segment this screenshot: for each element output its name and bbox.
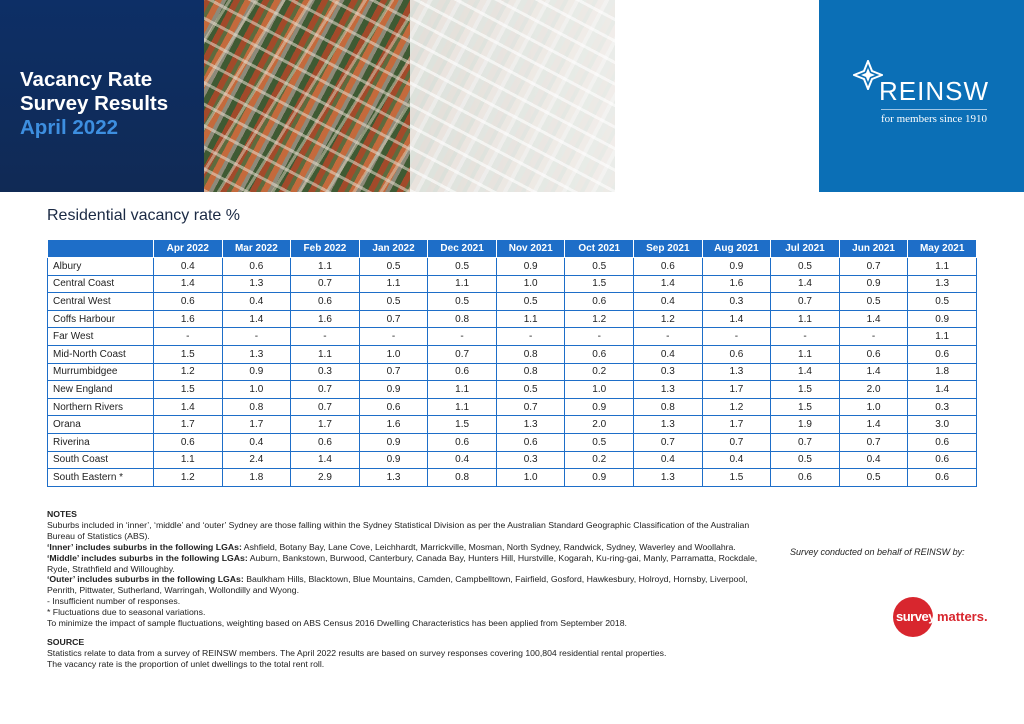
vacancy-value-cell: 1.0	[222, 381, 291, 399]
source-line1: Statistics relate to data from a survey of REINSW members. The April 2022 results are based on survey responses covering 100,804 residential rental properties.	[47, 647, 667, 658]
vacancy-value-cell: -	[496, 328, 565, 346]
vacancy-value-cell: 0.6	[154, 433, 223, 451]
report-title	[20, 68, 168, 140]
region-name: South Eastern *	[48, 469, 154, 487]
logo-tagline: for members since 1910	[881, 113, 987, 125]
notes-star: * Fluctuations due to seasonal variations.	[47, 607, 206, 618]
vacancy-value-cell: 0.5	[565, 258, 634, 276]
vacancy-value-cell: 0.3	[908, 398, 977, 416]
vacancy-value-cell: 1.4	[702, 310, 771, 328]
vacancy-value-cell: 1.8	[222, 469, 291, 487]
vacancy-value-cell: 0.7	[359, 310, 428, 328]
vacancy-value-cell: 1.3	[496, 416, 565, 434]
column-header: Aug 2021	[702, 240, 771, 258]
vacancy-value-cell: 0.5	[839, 469, 908, 487]
region-name: Central West	[48, 293, 154, 311]
vacancy-value-cell: 0.6	[702, 345, 771, 363]
vacancy-value-cell: 0.7	[359, 363, 428, 381]
vacancy-value-cell: 0.5	[496, 293, 565, 311]
vacancy-value-cell: 1.3	[222, 345, 291, 363]
vacancy-value-cell: 0.8	[428, 310, 497, 328]
vacancy-value-cell: 1.4	[839, 310, 908, 328]
suburb-aerial-photo	[204, 0, 410, 192]
table-body	[48, 258, 977, 487]
vacancy-value-cell: 0.4	[634, 293, 703, 311]
notes-weighting: To minimize the impact of sample fluctuations, weighting based on ABS Census 2016 Dwelling Characteristics has been applied from September 2018.	[47, 618, 627, 629]
vacancy-value-cell: 0.6	[154, 293, 223, 311]
vacancy-value-cell: 0.6	[839, 345, 908, 363]
vacancy-value-cell: 1.2	[154, 469, 223, 487]
table-row	[48, 293, 977, 311]
vacancy-value-cell: 0.9	[222, 363, 291, 381]
vacancy-value-cell: 1.4	[154, 275, 223, 293]
region-name: Coffs Harbour	[48, 310, 154, 328]
region-name: Northern Rivers	[48, 398, 154, 416]
vacancy-value-cell: 1.9	[771, 416, 840, 434]
table-row	[48, 345, 977, 363]
vacancy-value-cell: 1.1	[908, 258, 977, 276]
notes-middle	[47, 553, 777, 575]
region-name: Far West	[48, 328, 154, 346]
vacancy-value-cell: 0.3	[291, 363, 360, 381]
region-name: Albury	[48, 258, 154, 276]
vacancy-value-cell: -	[291, 328, 360, 346]
vacancy-value-cell: 0.7	[771, 293, 840, 311]
vacancy-value-cell: 1.4	[771, 275, 840, 293]
vacancy-value-cell: 1.5	[565, 275, 634, 293]
vacancy-value-cell: 0.6	[222, 258, 291, 276]
survey-matters-circle	[893, 597, 933, 637]
vacancy-value-cell: 0.9	[839, 275, 908, 293]
vacancy-value-cell: 1.5	[154, 345, 223, 363]
vacancy-value-cell: 1.0	[496, 469, 565, 487]
vacancy-value-cell: 1.8	[908, 363, 977, 381]
vacancy-value-cell: 1.4	[908, 381, 977, 399]
vacancy-value-cell: 0.7	[771, 433, 840, 451]
vacancy-value-cell: 0.5	[496, 381, 565, 399]
vacancy-value-cell: 1.0	[359, 345, 428, 363]
report-period: April 2022	[20, 116, 118, 139]
column-header: Jun 2021	[839, 240, 908, 258]
vacancy-value-cell: 1.2	[565, 310, 634, 328]
vacancy-value-cell: -	[154, 328, 223, 346]
vacancy-value-cell: 1.1	[291, 345, 360, 363]
vacancy-value-cell: 0.6	[908, 433, 977, 451]
notes-dash: - Insufficient number of responses.	[47, 596, 181, 607]
vacancy-value-cell: 1.4	[634, 275, 703, 293]
vacancy-value-cell: 0.5	[428, 293, 497, 311]
report-title-line1: Vacancy Rate	[20, 68, 153, 91]
survey-matters-word2: matters.	[937, 609, 988, 624]
vacancy-value-cell: 0.4	[428, 451, 497, 469]
vacancy-value-cell: 0.9	[908, 310, 977, 328]
vacancy-value-cell: 1.0	[839, 398, 908, 416]
vacancy-value-cell: 0.8	[428, 469, 497, 487]
vacancy-table-wrapper	[47, 239, 977, 487]
vacancy-value-cell: 1.1	[428, 275, 497, 293]
vacancy-value-cell: -	[359, 328, 428, 346]
vacancy-value-cell: 0.3	[496, 451, 565, 469]
vacancy-value-cell: 2.4	[222, 451, 291, 469]
vacancy-value-cell: 0.4	[222, 293, 291, 311]
vacancy-value-cell: 1.4	[222, 310, 291, 328]
table-header-row	[48, 240, 977, 258]
vacancy-value-cell: 1.3	[908, 275, 977, 293]
vacancy-value-cell: 0.6	[291, 433, 360, 451]
vacancy-value-cell: 1.3	[634, 469, 703, 487]
notes-inner-text: Ashfield, Botany Bay, Lane Cove, Leichhardt, Marrickville, Mosman, North Sydney, Randwick, Sydney, Waverley and Woollahra.	[241, 541, 736, 552]
vacancy-value-cell: 0.6	[771, 469, 840, 487]
vacancy-value-cell: 0.7	[291, 398, 360, 416]
vacancy-value-cell: 0.7	[839, 433, 908, 451]
vacancy-value-cell: 1.4	[771, 363, 840, 381]
vacancy-value-cell: 0.6	[634, 258, 703, 276]
region-name: Central Coast	[48, 275, 154, 293]
region-name: Mid-North Coast	[48, 345, 154, 363]
vacancy-value-cell: 1.4	[291, 451, 360, 469]
vacancy-value-cell: 1.3	[702, 363, 771, 381]
vacancy-value-cell: 1.5	[771, 398, 840, 416]
title-panel	[0, 0, 204, 192]
vacancy-rate-table	[47, 239, 977, 487]
vacancy-value-cell: 0.7	[291, 381, 360, 399]
vacancy-value-cell: 2.9	[291, 469, 360, 487]
vacancy-value-cell: 1.1	[771, 345, 840, 363]
vacancy-value-cell: 0.9	[359, 451, 428, 469]
region-name: Murrumbidgee	[48, 363, 154, 381]
source-line2: The vacancy rate is the proportion of unlet dwellings to the total rent roll.	[47, 658, 325, 669]
table-row	[48, 381, 977, 399]
vacancy-value-cell: 0.8	[222, 398, 291, 416]
vacancy-value-cell: 0.4	[634, 451, 703, 469]
vacancy-value-cell: 0.5	[565, 433, 634, 451]
vacancy-value-cell: 1.2	[702, 398, 771, 416]
notes-inner	[47, 542, 777, 553]
vacancy-value-cell: 1.6	[359, 416, 428, 434]
table-row	[48, 310, 977, 328]
vacancy-value-cell: 0.5	[908, 293, 977, 311]
table-corner-cell	[48, 240, 154, 258]
table-row	[48, 363, 977, 381]
region-name: New England	[48, 381, 154, 399]
vacancy-value-cell: 0.8	[496, 345, 565, 363]
vacancy-value-cell: 0.9	[565, 398, 634, 416]
table-row	[48, 275, 977, 293]
column-header: Jan 2022	[359, 240, 428, 258]
vacancy-value-cell: 0.7	[428, 345, 497, 363]
vacancy-value-cell: 1.2	[634, 310, 703, 328]
suburb-aerial-photo-faded	[410, 0, 615, 192]
vacancy-value-cell: 0.5	[359, 258, 428, 276]
notes-middle-label: ‘Middle’ includes suburbs in the following LGAs:	[47, 552, 248, 563]
vacancy-value-cell: -	[702, 328, 771, 346]
vacancy-value-cell: 1.6	[154, 310, 223, 328]
vacancy-value-cell: 1.7	[702, 381, 771, 399]
vacancy-value-cell: 0.7	[839, 258, 908, 276]
column-header: May 2021	[908, 240, 977, 258]
vacancy-value-cell: 0.6	[428, 433, 497, 451]
vacancy-value-cell: 1.7	[291, 416, 360, 434]
vacancy-value-cell: 1.3	[359, 469, 428, 487]
vacancy-value-cell: 1.5	[154, 381, 223, 399]
vacancy-value-cell: 0.7	[496, 398, 565, 416]
vacancy-value-cell: 1.5	[771, 381, 840, 399]
vacancy-value-cell: 0.7	[702, 433, 771, 451]
notes-outer-label: ‘Outer’ includes suburbs in the following LGAs:	[47, 574, 244, 585]
vacancy-value-cell: 1.6	[702, 275, 771, 293]
vacancy-value-cell: 0.6	[496, 433, 565, 451]
vacancy-value-cell: -	[428, 328, 497, 346]
vacancy-value-cell: 1.0	[496, 275, 565, 293]
vacancy-value-cell: 0.6	[291, 293, 360, 311]
vacancy-value-cell: 1.1	[908, 328, 977, 346]
column-header: Feb 2022	[291, 240, 360, 258]
vacancy-value-cell: 0.5	[839, 293, 908, 311]
vacancy-value-cell: 0.7	[291, 275, 360, 293]
vacancy-value-cell: -	[839, 328, 908, 346]
table-row	[48, 398, 977, 416]
vacancy-value-cell: 0.6	[565, 293, 634, 311]
vacancy-value-cell: 1.1	[771, 310, 840, 328]
vacancy-value-cell: 0.7	[634, 433, 703, 451]
vacancy-value-cell: 0.2	[565, 451, 634, 469]
vacancy-value-cell: 1.2	[154, 363, 223, 381]
notes-inner-label: ‘Inner’ includes suburbs in the following LGAs:	[47, 541, 242, 552]
vacancy-value-cell: 1.7	[222, 416, 291, 434]
notes-intro: Suburbs included in ‘inner’, ‘middle’ and ‘outer’ Sydney are those falling within the Sydney Statistical Division as per the Australian Standard Geographic Classification of the Australian Bureau of Statistics (ABS).	[47, 519, 750, 541]
vacancy-value-cell: 1.4	[839, 416, 908, 434]
vacancy-value-cell: 1.4	[154, 398, 223, 416]
notes-section	[47, 509, 777, 670]
region-name: South Coast	[48, 451, 154, 469]
vacancy-value-cell: 0.9	[359, 381, 428, 399]
table-row	[48, 258, 977, 276]
vacancy-value-cell: 0.4	[634, 345, 703, 363]
vacancy-value-cell: 0.6	[908, 469, 977, 487]
vacancy-value-cell: 1.3	[222, 275, 291, 293]
header-banner	[0, 0, 1024, 192]
column-header: Sep 2021	[634, 240, 703, 258]
vacancy-value-cell: 0.4	[154, 258, 223, 276]
vacancy-value-cell: 1.1	[291, 258, 360, 276]
vacancy-value-cell: 1.1	[154, 451, 223, 469]
region-name: Orana	[48, 416, 154, 434]
header-spacer	[615, 0, 819, 192]
vacancy-value-cell: 2.0	[839, 381, 908, 399]
source-heading: SOURCE	[47, 636, 85, 647]
vacancy-value-cell: 1.1	[359, 275, 428, 293]
vacancy-value-cell: 1.5	[428, 416, 497, 434]
region-name: Riverina	[48, 433, 154, 451]
column-header: Jul 2021	[771, 240, 840, 258]
vacancy-value-cell: 0.6	[428, 363, 497, 381]
table-row	[48, 469, 977, 487]
column-header: Oct 2021	[565, 240, 634, 258]
notes-middle-text: Auburn, Bankstown, Burwood, Canterbury, Canada Bay, Hunters Hill, Hurstville, Kogarah, Ku-ring-gai, Manly, Parramatta, Rockdale, Ryde, Strathfield and Willoughby.	[47, 552, 758, 574]
vacancy-value-cell: 0.2	[565, 363, 634, 381]
vacancy-value-cell: 0.9	[702, 258, 771, 276]
vacancy-value-cell: 0.4	[222, 433, 291, 451]
vacancy-value-cell: 2.0	[565, 416, 634, 434]
reinsw-logo	[819, 0, 1024, 192]
column-header: Nov 2021	[496, 240, 565, 258]
vacancy-value-cell: 1.3	[634, 381, 703, 399]
vacancy-value-cell: -	[222, 328, 291, 346]
vacancy-value-cell: 1.4	[839, 363, 908, 381]
vacancy-value-cell: 1.3	[634, 416, 703, 434]
vacancy-value-cell: 1.7	[702, 416, 771, 434]
vacancy-value-cell: 0.9	[496, 258, 565, 276]
vacancy-value-cell: 0.5	[428, 258, 497, 276]
report-title-line2: Survey Results	[20, 92, 169, 115]
vacancy-value-cell: -	[771, 328, 840, 346]
vacancy-value-cell: 1.7	[154, 416, 223, 434]
vacancy-value-cell: 0.3	[634, 363, 703, 381]
column-header: Apr 2022	[154, 240, 223, 258]
logo-divider	[881, 109, 987, 110]
vacancy-value-cell: 0.4	[839, 451, 908, 469]
vacancy-value-cell: 1.1	[496, 310, 565, 328]
column-header: Dec 2021	[428, 240, 497, 258]
vacancy-value-cell: 1.5	[702, 469, 771, 487]
notes-heading: NOTES	[47, 509, 77, 519]
table-row	[48, 451, 977, 469]
vacancy-value-cell: 0.5	[771, 451, 840, 469]
vacancy-value-cell: 1.1	[428, 398, 497, 416]
notes-outer-text: Baulkham Hills, Blacktown, Blue Mountains, Camden, Campbelltown, Fairfield, Gosford, Hawkesbury, Holroyd, Hornsby, Liverpool, Penrith, Pittwater, Sutherland, Warringah, Wollondilly and Wyong.	[47, 574, 748, 596]
vacancy-value-cell: 0.6	[565, 345, 634, 363]
survey-matters-word1: survey	[896, 609, 935, 624]
section-heading: Residential vacancy rate %	[47, 207, 240, 224]
vacancy-value-cell: 3.0	[908, 416, 977, 434]
vacancy-value-cell: 0.9	[359, 433, 428, 451]
vacancy-value-cell: 1.0	[565, 381, 634, 399]
table-row	[48, 328, 977, 346]
vacancy-value-cell: 0.6	[908, 451, 977, 469]
vacancy-value-cell: 0.6	[908, 345, 977, 363]
logo-name: REINSW	[879, 76, 989, 106]
vacancy-value-cell: 0.8	[634, 398, 703, 416]
notes-outer	[47, 574, 777, 596]
vacancy-value-cell: 0.6	[359, 398, 428, 416]
vacancy-value-cell: 0.9	[565, 469, 634, 487]
survey-credit: Survey conducted on behalf of REINSW by:	[790, 547, 965, 557]
vacancy-value-cell: 1.1	[428, 381, 497, 399]
vacancy-value-cell: 0.4	[702, 451, 771, 469]
table-row	[48, 433, 977, 451]
column-header: Mar 2022	[222, 240, 291, 258]
vacancy-value-cell: 0.3	[702, 293, 771, 311]
vacancy-value-cell: 0.5	[359, 293, 428, 311]
vacancy-value-cell: 1.6	[291, 310, 360, 328]
vacancy-value-cell: -	[565, 328, 634, 346]
table-row	[48, 416, 977, 434]
vacancy-value-cell: -	[634, 328, 703, 346]
vacancy-value-cell: 0.8	[496, 363, 565, 381]
vacancy-value-cell: 0.5	[771, 258, 840, 276]
